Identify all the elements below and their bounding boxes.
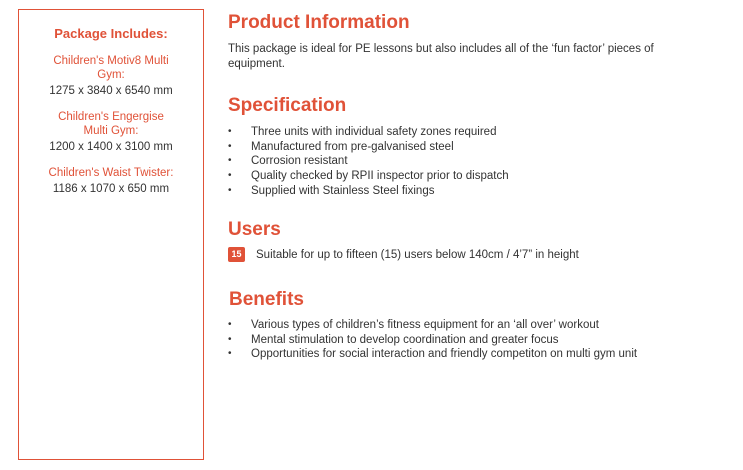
- benefit-item: • Opportunities for social interaction and friendly competiton on multi gym unit: [228, 347, 637, 362]
- specification-heading: Specification: [228, 95, 347, 116]
- package-title: Package Includes:: [54, 26, 168, 41]
- users-heading: Users: [228, 219, 281, 240]
- specification-item: • Quality checked by RPII inspector prior to dispatch: [228, 169, 509, 184]
- benefits-heading: Benefits: [229, 289, 304, 310]
- package-item-dims: 1186 x 1070 x 650 mm: [52, 183, 170, 195]
- benefits-list: [228, 318, 637, 362]
- package-item-name: Children's Motiv8 Multi Gym:: [53, 55, 169, 81]
- user-count-badge: 15: [228, 247, 245, 262]
- product-info-text: This package is ideal for PE lessons but also includes all of the ‘fun factor’ pieces of equipment.: [228, 43, 654, 70]
- users-text: Suitable for up to fifteen (15) users below 140cm / 4’7” in height: [256, 248, 579, 261]
- package-item: [19, 54, 203, 98]
- specification-item: • Corrosion resistant: [228, 154, 509, 169]
- benefit-item: • Mental stimulation to develop coordination and greater focus: [228, 333, 637, 348]
- specification-item: • Manufactured from pre-galvanised steel: [228, 140, 509, 155]
- package-item: [19, 166, 203, 196]
- users-row: [228, 247, 579, 262]
- specification-list: [228, 125, 509, 199]
- package-item-dims: 1200 x 1400 x 3100 mm: [49, 141, 173, 153]
- package-item-name: Children's Waist Twister:: [48, 167, 174, 179]
- product-info-heading: Product Information: [228, 12, 410, 33]
- specification-item: • Supplied with Stainless Steel fixings: [228, 184, 509, 199]
- package-item: [19, 110, 203, 154]
- specification-item: • Three units with individual safety zones required: [228, 125, 509, 140]
- package-includes-box: [18, 9, 204, 460]
- package-item-dims: 1275 x 3840 x 6540 mm: [49, 85, 173, 97]
- benefit-item: • Various types of children’s fitness equipment for an ‘all over’ workout: [228, 318, 637, 333]
- package-item-name: Children's Engergise Multi Gym:: [58, 111, 164, 137]
